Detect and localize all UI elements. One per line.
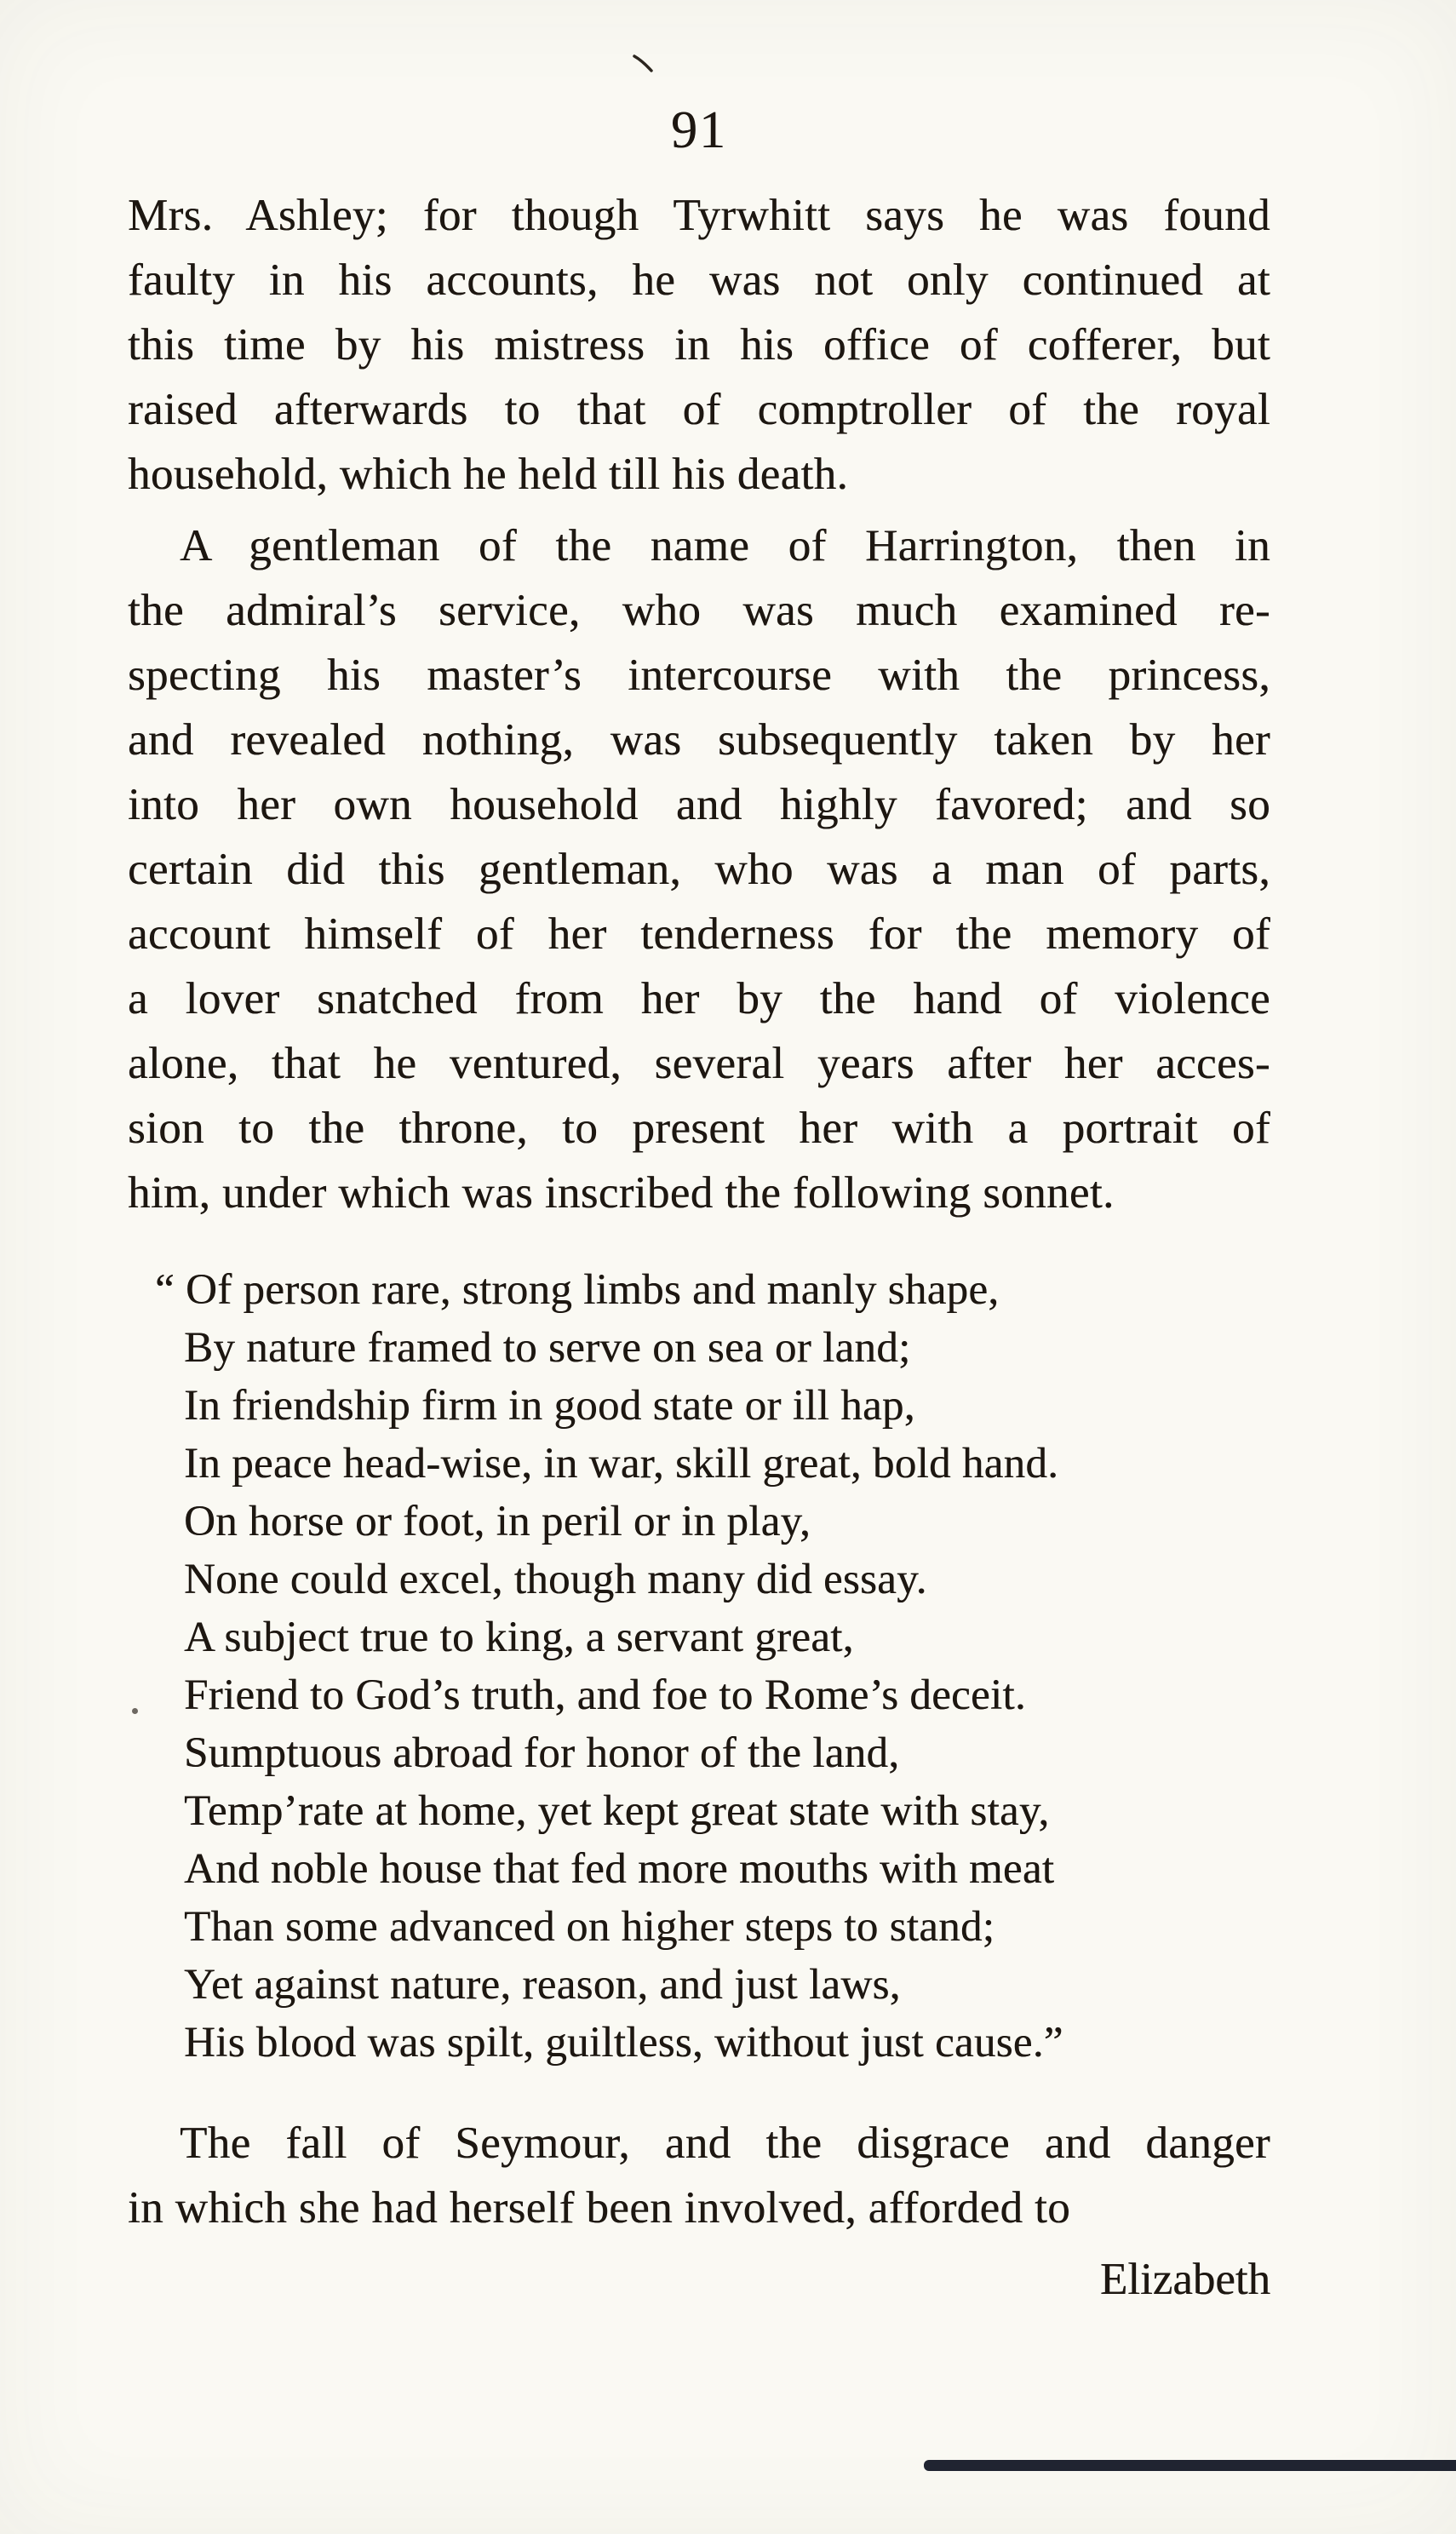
text-line: None could excel, though many did essay. [184, 1556, 927, 1603]
text-line: His blood was spilt, guiltless, without just cause.” [184, 2019, 1063, 2067]
text-line: into her own household and highly favored; and so [128, 780, 1270, 829]
text-line: In peace head-wise, in war, skill great, bold hand. [184, 1440, 1059, 1488]
text-line: and revealed nothing, was subsequently taken by her [128, 715, 1270, 765]
text-line: raised afterwards to that of comptroller of the royal [128, 385, 1270, 434]
text-line: A gentleman of the name of Harrington, then in [179, 521, 1270, 570]
text-block [128, 100, 1270, 2312]
text-line: Sumptuous abroad for honor of the land, [184, 1729, 900, 1777]
text-line: faulty in his accounts, he was not only continued at [128, 255, 1270, 305]
text-line: this time by his mistress in his office of cofferer, but [128, 320, 1270, 370]
paragraph-block [128, 513, 1270, 1225]
text-line: specting his master’s intercourse with the princess, [128, 651, 1270, 700]
paragraph-block [128, 183, 1270, 507]
text-line: Yet against nature, reason, and just laws, [184, 1961, 901, 2009]
scan-edge-artifact [924, 2460, 1456, 2471]
text-line: sion to the throne, to present her with a portrait of [128, 1104, 1270, 1153]
poem-block [155, 1261, 1270, 2072]
page-body [128, 183, 1270, 2240]
text-line: in which she had herself been involved, afforded to [128, 2183, 1071, 2233]
text-line: Temp’rate at home, yet kept great state with stay, [184, 1787, 1050, 1835]
text-line: alone, that he ventured, several years after her acces- [128, 1039, 1270, 1088]
text-line: household, which he held till his death. [128, 450, 849, 499]
text-line: On horse or foot, in peril or in play, [184, 1498, 811, 1545]
text-line: account himself of her tenderness for the memory of [128, 909, 1270, 959]
text-line: Than some advanced on higher steps to stand; [184, 1903, 995, 1951]
text-line: A subject true to king, a servant great, [184, 1614, 854, 1661]
scan-speck-mark [632, 54, 656, 77]
text-line: certain did this gentleman, who was a man of parts, [128, 845, 1270, 894]
text-line: the admiral’s service, who was much examined re- [128, 586, 1270, 635]
text-line: a lover snatched from her by the hand of violence [128, 974, 1270, 1023]
text-line: The fall of Seymour, and the disgrace and danger [179, 2118, 1270, 2168]
text-line: “ Of person rare, strong limbs and manly shape, [155, 1266, 1000, 1314]
text-line: Friend to God’s truth, and foe to Rome’s deceit. [184, 1671, 1026, 1719]
catchword: Elizabeth [1099, 2255, 1270, 2304]
text-line: By nature framed to serve on sea or land; [184, 1324, 911, 1372]
text-line: And noble house that fed more mouths with meat [184, 1845, 1055, 1893]
paragraph-block [128, 2111, 1270, 2240]
scan-dot-artifact [132, 1708, 138, 1714]
text-line: Mrs. Ashley; for though Tyrwhitt says he was found [128, 191, 1270, 240]
text-line: him, under which was inscribed the following sonnet. [128, 1168, 1115, 1218]
page-number: 91 [671, 101, 727, 159]
text-line: In friendship firm in good state or ill hap, [184, 1382, 915, 1430]
